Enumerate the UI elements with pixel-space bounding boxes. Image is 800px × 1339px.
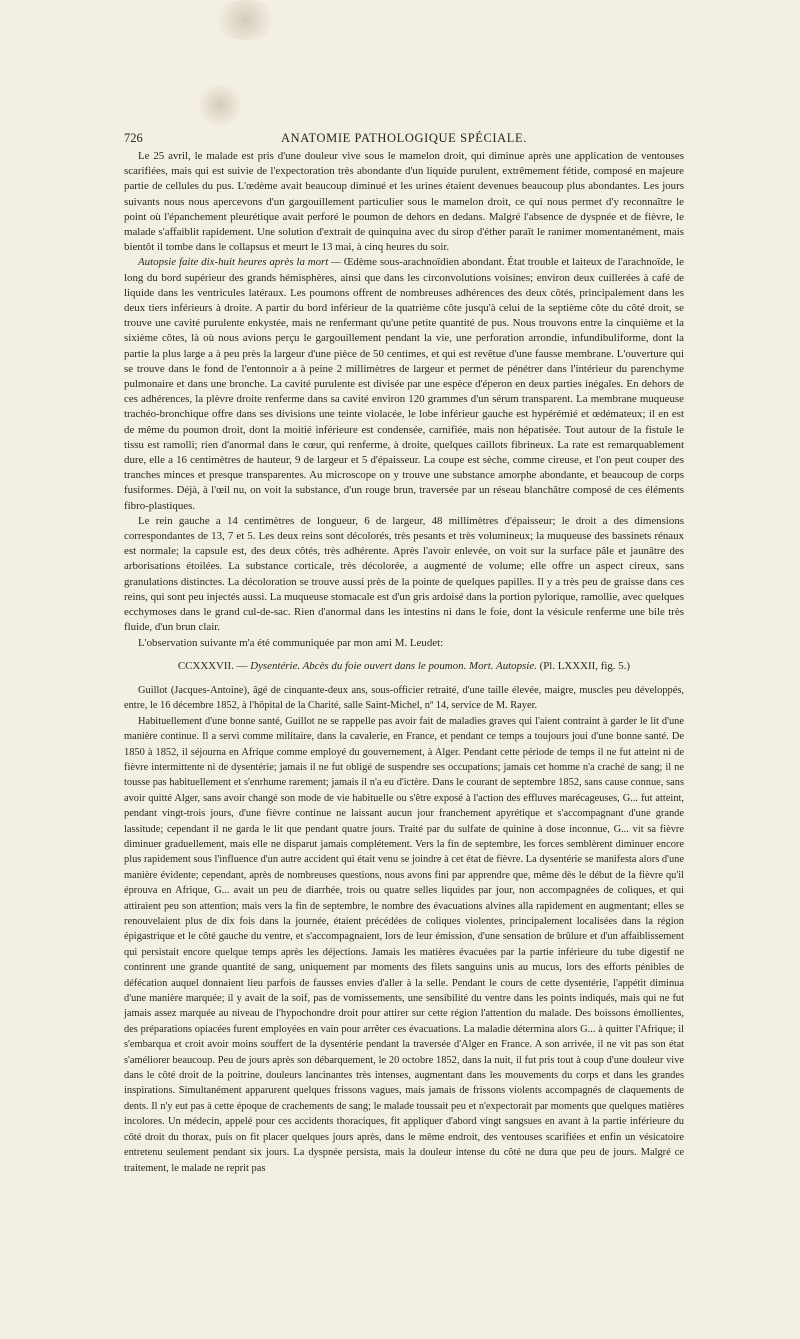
ink-stain-upper	[195, 85, 245, 125]
page-number: 726	[124, 131, 143, 145]
paragraph-history: Habituellement d'une bonne santé, Guillot ne se rappelle pas avoir fait de maladies graves qui l'aient contraint à garder le lit d'une manière continue. Il a servi comme militaire, dans la cavalerie, en France, et pendant ce temps a toujours joui d'une bonne santé. De 1850 à 1852, il séjourna en Afrique comme employé du gouvernement, à Alger. Pendant cette période de temps il ne fut atteint ni de fièvre intermittente ni de dysentérie; jamais il ne fut obligé de suspendre ses occupations; jamais cet homme n'a craché de sang; il ne tousse pas habituellement et s'enrhume rarement; jamais il n'a eu d'ictère. Dans le courant de septembre 1852, sans cause connue, sans avoir quitté Alger, sans avoir changé son mode de vie habituelle ou s'être exposé à l'action des effluves marécageuses, G... fut atteint, pendant vingt-trois jours, d'une fièvre continue ne laissant aucun jour franchement apyrétique et s'accompagnant d'une grande lassitude; cependant il ne garda le lit que pendant quatre jours. Traité par du sulfate de quinine à dose inconnue, G... vit sa fièvre diminuer graduellement, mais elle ne disparut jamais complétement. Vers la fin de septembre, les forces semblèrent diminuer encore plus rapidement sous l'influence d'un autre accident qui était venu se joindre à cet état de fièvre. La dysentérie se manifesta alors d'une manière évidente; cependant, après de nombreuses questions, nous avons fini par apprendre que, même dès le début de la fièvre qu'il éprouva en Afrique, G... avait un peu de diarrhée, trois ou quatre selles liquides par jour, non accompagnées de coliques, et qui attiraient peu son attention; mais vers la fin de septembre, le nombre des évacuations alvines alla rapidement en augmentant; elles se renouvelaient plus de dix fois dans la journée, étaient précédées de coliques violentes, principalement localisées dans la région épigastrique et le côté gauche du ventre, et s'accompagnaient, lors de leur émission, d'une sensation de brûlure et d'un affaiblissement qui persistait encore quelque temps après les déjections. Jamais les matières évacuées par la partie inférieure du tube digestif ne continrent une grande quantité de sang, uniquement par moments des filets sanguins unis au mucus, lors des efforts pénibles de défécation auquel donnaient lieu parfois de fausses envies d'aller à la selle. Pendant le cours de cette dysentérie, l'appétit diminua d'une manière marquée; il y avait de la soif, pas de vomissements, une sensibilité du ventre dans les points indiqués, mais qui ne fut jamais assez marquée au niveau de l'hypochondre droit pour attirer sur cette région l'attention du malade. Des boissons émollientes, des préparations opiacées furent employées en vain pour arrêter ces évacuations. La maladie détermina alors G... à quitter l'Afrique; il s'embarqua et croit avoir moins souffert de la dysentérie pendant la traversée d'Alger en France. A son arrivée, il ne vit pas son état s'améliorer beaucoup. Peu de jours après son débarquement, le 20 octobre 1852, dans la nuit, il fut pris tout à coup d'une douleur vive dans le côté droit de la poitrine, douleurs lancinantes très intenses, augmentant dans les mouvements du corps et dans les grandes inspirations. Simultanément apparurent quelques frissons vagues, mais jamais de frissons violents accompagnés de claquements de dents. Il n'y eut pas à cette époque de crachements de sang; le malade toussait peu et n'expectorait par moments que quelques matières incolores. Un médecin, appelé pour ces accidents thoraciques, fit appliquer d'abord vingt sangsues en avant à la partie inférieure du côté droit du thorax, puis on fit placer quelques jours après, dans le même endroit, des ventouses scarifiées et enfin un vésicatoire entretenu seulement pendant six jours. La dyspnée persista, mais la douleur intense du côté ne dura que peu de jours. Malgré ce traitement, le malade ne reprit pas	[124, 715, 684, 1174]
page-header	[124, 131, 684, 147]
body-text	[124, 149, 684, 1176]
paragraph-patient: Guillot (Jacques-Antoine), âgé de cinquante-deux ans, sous-officier retraité, d'une taille élevée, maigre, muscles peu développés, entre, le 16 décembre 1852, à l'hôpital de la Charité, salle Saint-Michel, nº 14, service de M. Rayer.	[124, 684, 684, 712]
paragraph-kidneys: Le rein gauche a 14 centimètres de longueur, 6 de largeur, 48 millimètres d'épaisseur; le droit a des dimensions correspondantes de 13, 7 et 5. Les deux reins sont décolorés, très pesants et très volumineux; la muqueuse des bassinets rénaux est normale; la capsule est, des deux côtés, très adhérente. Après l'avoir enlevée, on voit sur la surface pâle et jaunâtre des arborisations étoilées. La substance corticale, très décolorée, a augmenté de volume; elle offre un aspect cireux, sans granulations distinctes. La décoloration se trouve aussi près de la pointe de quelques papilles. Il y a très peu de graisse dans ces reins, qui sont peu injectés aussi. La muqueuse stomacale est d'un gris ardoisé dans la portion pylorique, ramollie, avec quelques ecchymoses dans le grand cul-de-sac. Rien d'anormal dans les intestins ni dans le foie, dont la vésicule renferme une bile très fluide, d'un brun clair.	[124, 514, 684, 634]
autopsy-text: Œdème sous-arachnoïdien abondant. État trouble et laiteux de l'arachnoïde, le long du bord supérieur des grands hémisphères, ainsi que dans les circonvolutions voisines; environ deux cuillerées à café de liquide dans les ventricules latéraux. Les poumons offrent de nombreuses adhérences des deux côtés, principalement dans les deux tiers inférieurs à droite. A partir du bord inférieur de la quatrième côte jusqu'à celui de la septième côte du côté droit, se trouve une cavité purulente enkystée, mais ne renfermant qu'une petite quantité de pus. Nous trouvons entre la cinquième et la sixième côtes, là où nous avions perçu le gargouillement pendant la vie, une perforation arrondie, infundibuliforme, dont la partie la plus large a à peu près la largeur d'une pièce de 50 centimes, et qui est revêtue d'une fausse membrane. L'ouverture qui se trouve dans le fond de l'entonnoir a à peine 2 millimètres de largeur et permet de pénétrer dans l'intérieur du parenchyme pulmonaire et dans une bronche. La cavité purulente est divisée par une espèce d'éperon en deux parties inégales. En dehors de ces adhérences, la plèvre droite renferme dans sa cavité environ 120 grammes d'un sérum transparent. La membrane muqueuse trachéo-bronchique offre dans ses divisions une teinte violacée, le lobe inférieur gauche est hypérémié et œdémateux; il en est de même du poumon droit, dont la moitié inférieure est condensée, carnifiée, mais non hépatisée. Tout autour de la fistule le tissu est ramolli; rien d'anormal dans le cœur, qui renferme, à droite, quelques caillots fibrineux. La rate est remarquablement dure, elle a 16 centimètres de hauteur, 9 de largeur et 5 d'épaisseur. La coupe est sèche, comme cireuse, et l'on peut couper des tranches minces et presque transparentes. Au microscope on y trouve une substance amorphe abondante, et beaucoup de corps fusiformes. Déjà, à l'œil nu, on voit la substance, d'un rouge brun, traversée par un réseau blanchâtre composé de ces éléments fibro-plastiques.	[124, 256, 684, 512]
paragraph-transition: L'observation suivante m'a été communiquée par mon ami M. Leudet:	[138, 636, 444, 649]
autopsy-lead: Autopsie faite dix-huit heures après la mort —	[138, 256, 341, 269]
paragraph-intro: Le 25 avril, le malade est pris d'une douleur vive sous le mamelon droit, qui diminue après une application de ventouses scarifiées, mais qui est suivie de l'expectoration très abondante d'un liquide purulent, extrêmement fétide, composé en majeure partie de cellules du pus. L'œdème avait beaucoup diminué et les urines étaient devenues beaucoup plus abondantes. Les jours suivants nous nous apercevons d'un gargouillement particulier sous le mamelon droit, ce qui nous permet d'y reconnaître le point où l'épanchement pleurétique avait perforé le poumon de dehors en dedans. Malgré l'absence de dyspnée et de fièvre, le malade s'affaiblit rapidement. Une solution d'extrait de quinquina avec du sirop d'éther paraît le ranimer momentanément, mais bientôt il tombe dans le collapsus et meurt le 13 mai, à cinq heures du soir.	[124, 150, 684, 254]
running-title: ANATOMIE PATHOLOGIQUE SPÉCIALE.	[280, 131, 528, 145]
observation-title: Dysentérie. Abcès du foie ouvert dans le poumon. Mort. Autopsie.	[250, 659, 537, 672]
observation-plate-ref: (Pl. LXXXII, fig. 5.)	[539, 659, 631, 672]
paragraph-autopsy	[124, 255, 684, 513]
observation-heading	[124, 659, 684, 674]
ink-stain-top	[210, 0, 280, 40]
observation-number: CCXXXVII. —	[177, 659, 248, 672]
